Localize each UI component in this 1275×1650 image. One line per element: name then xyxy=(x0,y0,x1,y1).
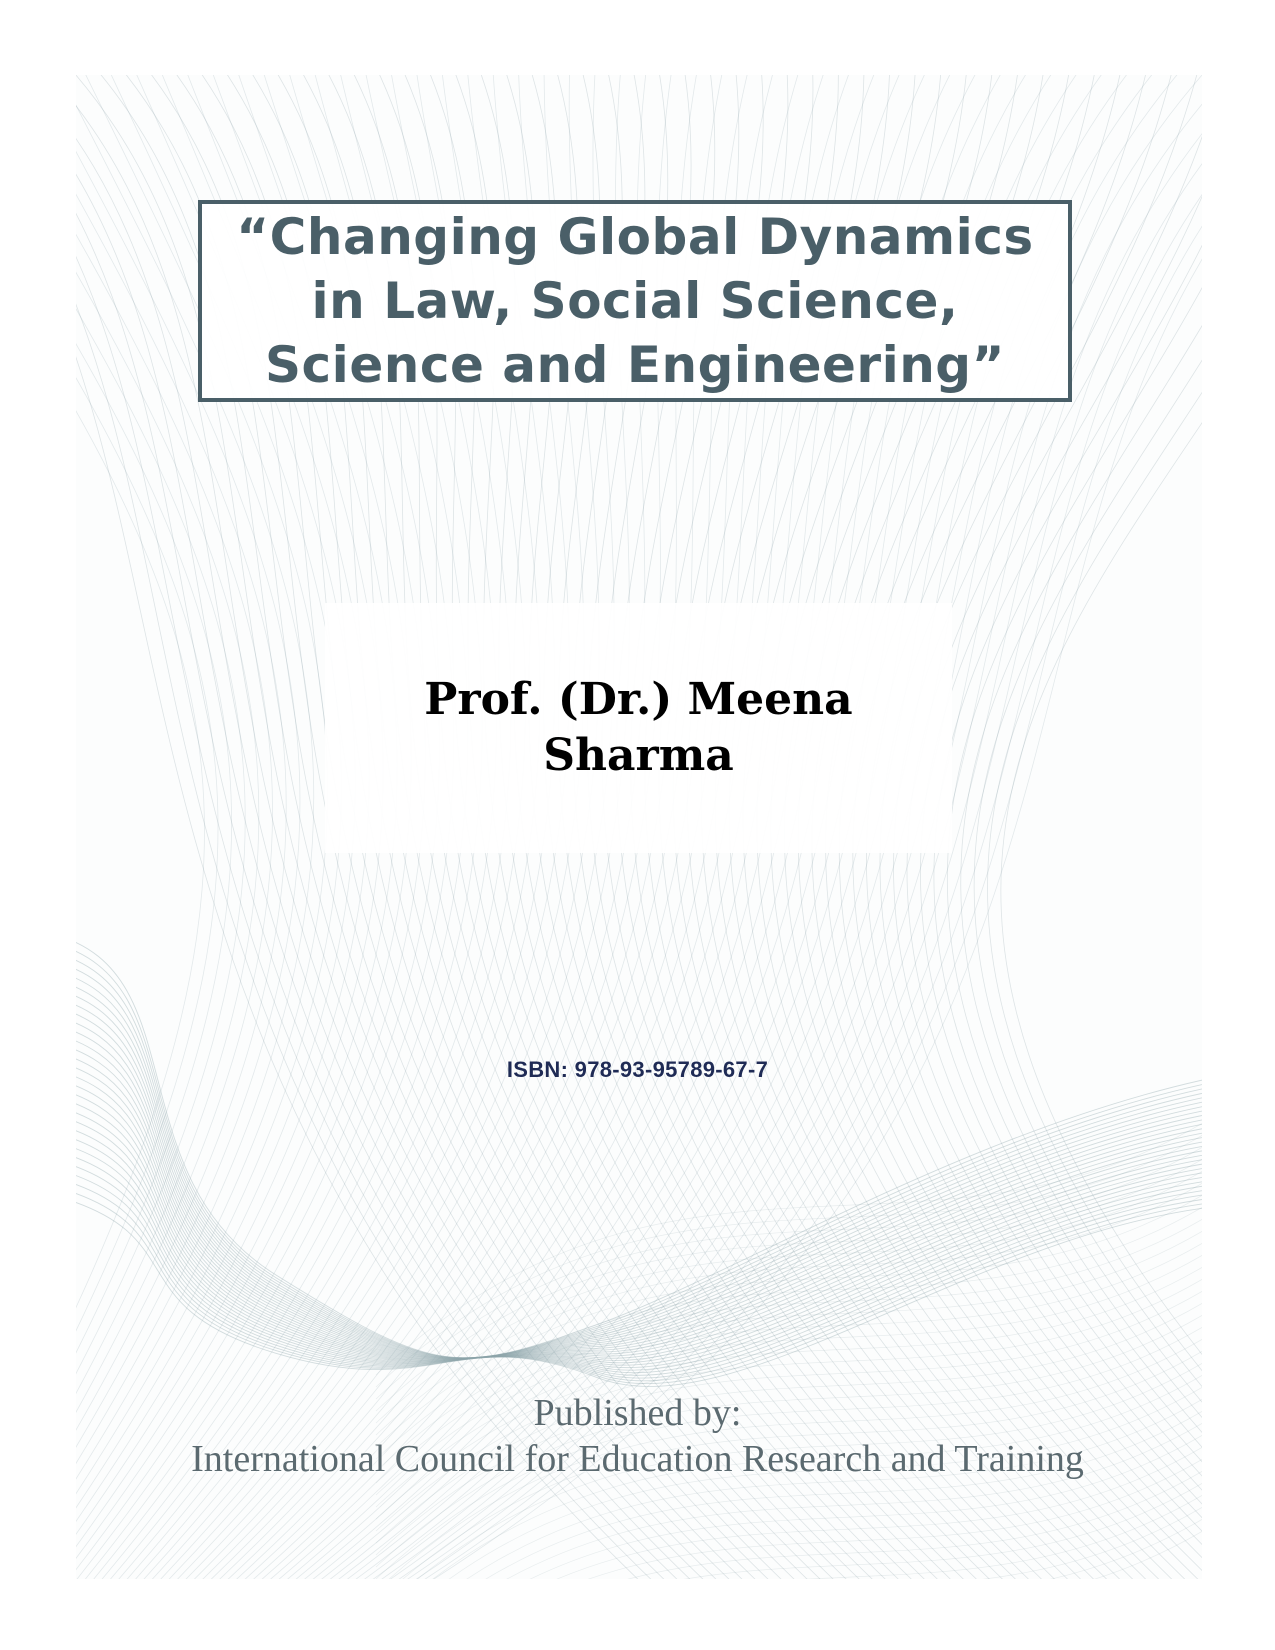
author-name: Prof. (Dr.) Meena Sharma xyxy=(424,674,853,781)
published-by-label: Published by: xyxy=(533,1392,742,1434)
book-title: “Changing Global Dynamics in Law, Social Science, Science and Engineering” xyxy=(236,208,1034,394)
publisher-block xyxy=(0,1390,1275,1482)
author-box xyxy=(325,603,952,853)
publisher-name: International Council for Education Research and Training xyxy=(191,1438,1084,1480)
title-box xyxy=(198,200,1072,402)
isbn-number: ISBN: 978-93-95789-67-7 xyxy=(506,1057,769,1082)
